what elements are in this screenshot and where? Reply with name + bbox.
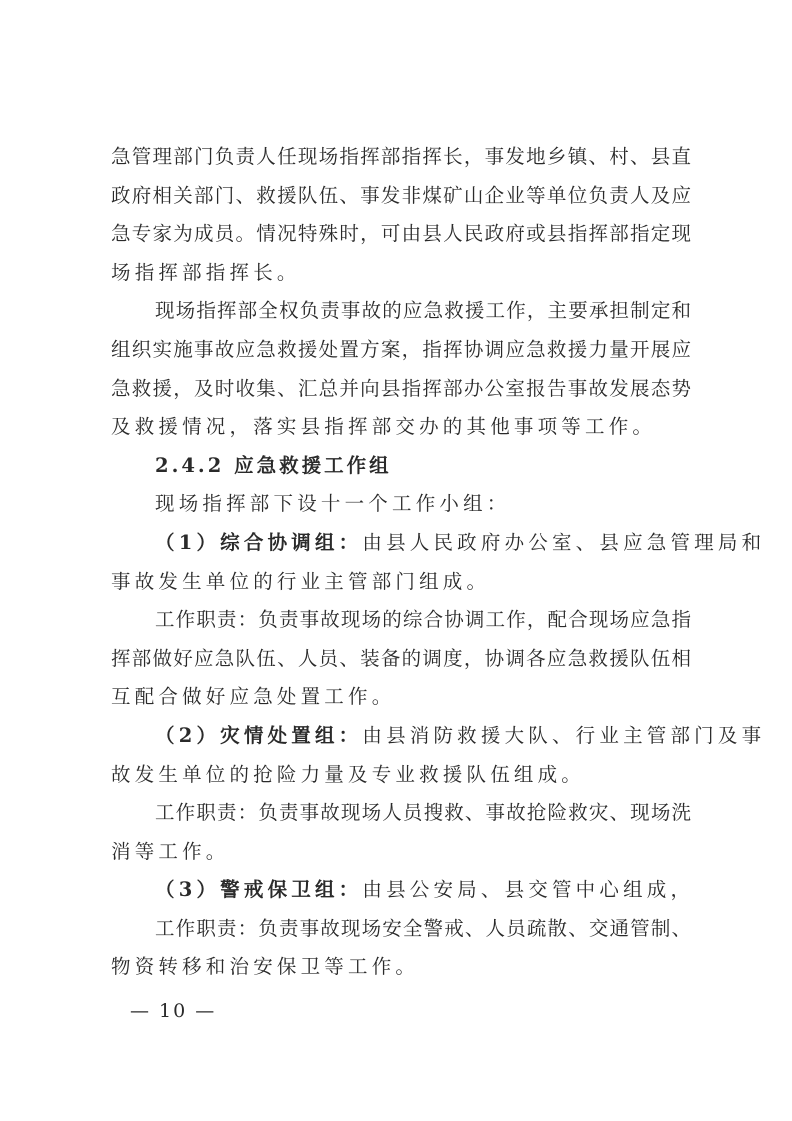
group-label: （1）综合协调组： [155, 530, 363, 554]
text-line: 场指挥部指挥长。 [111, 260, 301, 284]
text-line: 故发生单位的抢险力量及专业救援队伍组成。 [111, 762, 586, 786]
text-line: 急救援，及时收集、汇总并向县指挥部办公室报告事故发展态势 [111, 376, 691, 400]
page-number: — 10 — [130, 1000, 217, 1022]
text-line: 急管理部门负责人任现场指挥部指挥长，事发地乡镇、村、县直 [111, 145, 691, 168]
group-3-heading-line [111, 871, 695, 910]
text-line: 工作职责：负责事故现场的综合协调工作，配合现场应急指 [155, 608, 691, 632]
group-label: （2）灾情处置组： [155, 723, 363, 747]
text-line: 现场指挥部全权负责事故的应急救援工作，主要承担制定和 [155, 299, 691, 323]
group-2-heading-line [111, 717, 766, 756]
group-desc: 由县公安局、县交管中心组成， [362, 878, 695, 902]
text-line: 政府相关部门、救援队伍、事发非煤矿山企业等单位负责人及应 [111, 183, 691, 207]
group-desc: 由县消防救援大队、行业主管部门及事 [362, 723, 766, 747]
group-label: （3）警戒保卫组： [155, 878, 363, 902]
text-line: 组织实施事故应急救援处置方案，指挥协调应急救援力量开展应 [111, 337, 691, 361]
text-line: 现场指挥部下设十一个工作小组： [155, 492, 511, 516]
text-line: 互配合做好应急处置工作。 [111, 685, 396, 709]
text-line: 工作职责：负责事故现场安全警戒、人员疏散、交通管制、 [155, 916, 691, 940]
text-line: 急专家为成员。情况特殊时，可由县人民政府或县指挥部指定现 [111, 222, 691, 246]
text-line: 挥部做好应急队伍、人员、装备的调度，协调各应急救援队伍相 [111, 646, 691, 670]
text-line: 消等工作。 [111, 839, 230, 863]
group-desc: 由县人民政府办公室、县应急管理局和 [362, 530, 766, 554]
text-line: 工作职责：负责事故现场人员搜救、事故抢险救灾、现场洗 [155, 801, 691, 825]
text-line: 物资转移和治安保卫等工作。 [111, 955, 420, 979]
text-line: 事故发生单位的行业主管部门组成。 [111, 569, 491, 593]
section-heading: 2.4.2 应急救援工作组 [155, 453, 392, 477]
body-text [111, 138, 766, 987]
text-line: 及救援情况，落实县指挥部交办的其他事项等工作。 [111, 415, 657, 439]
group-1-heading-line [111, 524, 766, 563]
